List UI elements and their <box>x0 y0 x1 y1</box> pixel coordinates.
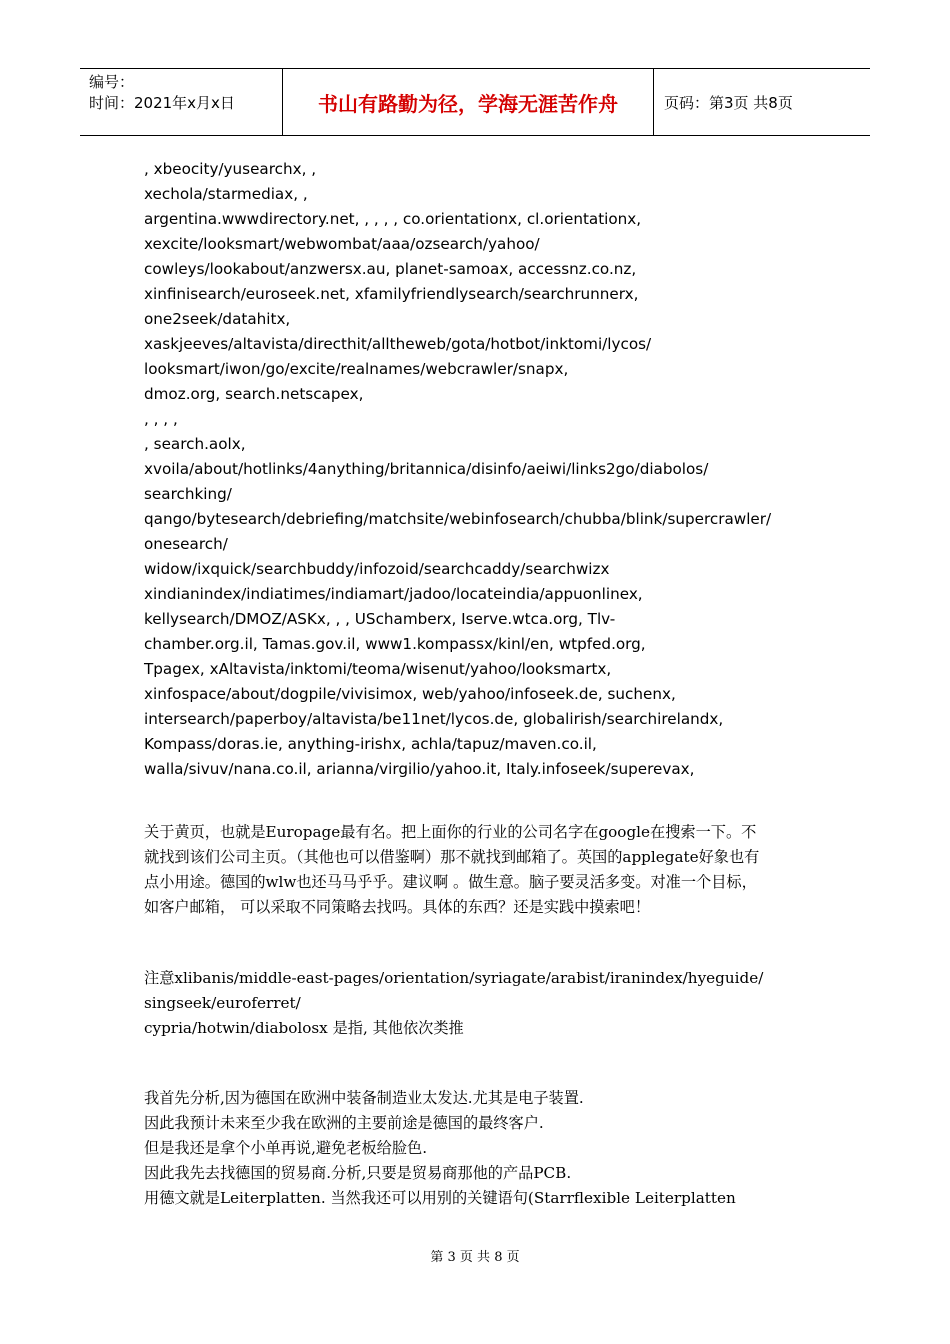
text-line: 点小用途。德国的wlw也还马马乎乎。建议啊 。做生意。脑子要灵活多变。对准一个目标， <box>144 873 757 891</box>
text-line: xechola/starmediax, , <box>144 185 308 203</box>
text-line: 注意xlibanis/middle-east-pages/orientation/syriagate/arabist/iranindex/hyeguide/ <box>144 969 764 987</box>
text-line: Tpagex, xAltavista/inktomi/teoma/wisenut/yahoo/looksmartx, <box>144 660 612 678</box>
header-motto: 书山有路勤为径，学海无涯苦作舟 <box>282 69 654 135</box>
text-line: xindianindex/indiatimes/indiamart/jadoo/locateindia/appuonlinex, <box>144 585 643 603</box>
text-line: 但是我还是拿个小单再说,避免老板给脸色. <box>144 1139 428 1157</box>
text-line: intersearch/paperboy/altavista/be11net/lycos.de, globalirish/searchirelandx, <box>144 710 724 728</box>
text-line: argentina.wwwdirectory.net, , , , , co.orientationx, cl.orientationx, <box>144 210 642 228</box>
text-line: xexcite/looksmart/webwombat/aaa/ozsearch/yahoo/ <box>144 235 540 253</box>
document-number-label: 编号： <box>89 73 135 91</box>
search-engine-list <box>144 157 824 782</box>
text-line: 关于黄页，也就是Europage最有名。把上面你的行业的公司名字在google在搜索一下。不 <box>144 823 757 841</box>
document-time-label: 时间：2021年x月x日 <box>89 94 235 112</box>
text-line: dmoz.org, search.netscapex, <box>144 385 364 403</box>
text-line: , , , , <box>144 410 178 428</box>
text-line: qango/bytesearch/debriefing/matchsite/webinfosearch/chubba/blink/supercrawler/ <box>144 510 772 528</box>
text-line: singseek/euroferret/ <box>144 994 301 1012</box>
text-line: Kompass/doras.ie, anything-irishx, achla/tapuz/maven.co.il, <box>144 735 597 753</box>
text-line: chamber.org.il, Tamas.gov.il, www1.kompassx/kinl/en, wtpfed.org, <box>144 635 646 653</box>
text-line: looksmart/iwon/go/excite/realnames/webcrawler/snapx, <box>144 360 569 378</box>
text-line: xinfospace/about/dogpile/vivisimox, web/yahoo/infoseek.de, suchenx, <box>144 685 676 703</box>
text-line: widow/ixquick/searchbuddy/infozoid/searchcaddy/searchwizx <box>144 560 610 578</box>
header-info <box>80 69 282 135</box>
header-page-number: 页码：第3页 共8页 <box>664 93 793 112</box>
text-line: 因此我预计未来至少我在欧洲的主要前途是德国的最终客户. <box>144 1114 544 1132</box>
page-header <box>80 68 870 136</box>
text-line: 如客户邮箱， 可以采取不同策略去找吗。具体的东西？还是实践中摸索吧！ <box>144 898 651 916</box>
text-line: searchking/ <box>144 485 232 503</box>
text-line: 我首先分析,因为德国在欧洲中装备制造业太发达.尤其是电子装置. <box>144 1089 584 1107</box>
text-line: 用德文就是Leiterplatten. 当然我还可以用别的关键语句(Starrflexible Leiterplatten <box>144 1189 736 1207</box>
yellow-pages-paragraph <box>144 820 824 920</box>
text-line: one2seek/datahitx, <box>144 310 291 328</box>
text-line: xaskjeeves/altavista/directhit/alltheweb/gota/hotbot/inktomi/lycos/ <box>144 335 652 353</box>
text-line: walla/sivuv/nana.co.il, arianna/virgilio/yahoo.it, Italy.infoseek/superevax, <box>144 760 695 778</box>
text-line: , xbeocity/yusearchx, , <box>144 160 317 178</box>
text-line: , search.aolx, <box>144 435 246 453</box>
text-line: cowleys/lookabout/anzwersx.au, planet-samoax, accessnz.co.nz, <box>144 260 637 278</box>
analysis-paragraph <box>144 1086 824 1211</box>
text-line: cypria/hotwin/diabolosx 是指, 其他依次类推 <box>144 1019 464 1037</box>
note-paragraph <box>144 966 824 1041</box>
text-line: 就找到该们公司主页。（其他也可以借鉴啊）那不就找到邮箱了。英国的applegate好象也有 <box>144 848 760 866</box>
text-line: kellysearch/DMOZ/ASKx, , , USchamberx, Iserve.wtca.org, Tlv- <box>144 610 616 628</box>
text-line: xvoila/about/hotlinks/4anything/britannica/disinfo/aeiwi/links2go/diabolos/ <box>144 460 709 478</box>
page-footer: 第 3 页 共 8 页 <box>430 1250 520 1265</box>
text-line: onesearch/ <box>144 535 228 553</box>
document-body <box>144 157 824 1211</box>
text-line: 因此我先去找德国的贸易商.分析,只要是贸易商那他的产品PCB. <box>144 1164 572 1182</box>
text-line: xinfinisearch/euroseek.net, xfamilyfriendlysearch/searchrunnerx, <box>144 285 639 303</box>
